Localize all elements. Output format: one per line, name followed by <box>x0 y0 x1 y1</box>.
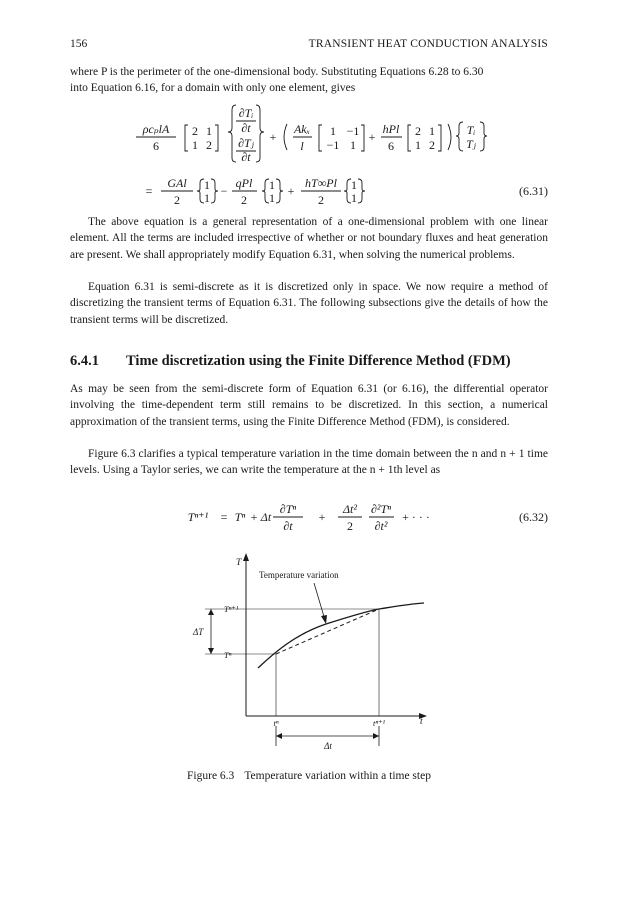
stiff-matrix-21: −1 <box>326 138 340 152</box>
equation-number-6-31: (6.31) <box>519 184 548 198</box>
figure-caption <box>70 770 548 782</box>
gen-one-1: 1 <box>204 178 210 192</box>
figure-caption-text: Temperature variation within a time step <box>244 770 431 782</box>
annotation-pointer <box>314 583 325 620</box>
eq631-plus-3: + <box>287 184 295 198</box>
eq632-plus-2: + <box>318 510 326 524</box>
stiff-coef-num: Akₓ <box>293 122 311 136</box>
flux-den: 2 <box>241 193 247 207</box>
time-deriv-i: ∂Tᵢ <box>238 106 254 120</box>
eq632-dots: + · · · <box>402 510 430 524</box>
eq632-equals: = <box>220 510 228 524</box>
figure-6-3 <box>180 548 440 760</box>
eq632-plus-1: + <box>250 510 258 524</box>
equation-6-32-svg <box>70 498 548 538</box>
x-axis-label: t <box>420 717 423 727</box>
delta-t-label: ΔT <box>193 627 204 637</box>
eq631-lhs-coef-den: 6 <box>153 139 159 153</box>
linear-approximation-line <box>276 609 379 654</box>
intro-line-2: into Equation 6.16, for a domain with only one element, gives <box>70 82 356 95</box>
section-number: 6.4.1 <box>70 353 99 369</box>
annotation-label: Temperature variation <box>259 570 339 580</box>
stiff-coef-den: l <box>300 139 304 153</box>
eq632-c2-num: Δt² <box>343 502 357 516</box>
amb-den: 2 <box>318 193 324 207</box>
t-n-label: tⁿ <box>273 718 279 728</box>
eq631-equals: = <box>145 184 153 198</box>
delta-time-label: Δt <box>324 741 332 751</box>
eq632-d2-num: ∂²Tⁿ <box>371 502 391 516</box>
conv-matrix-12: 1 <box>429 124 435 138</box>
annotation-arrow-icon <box>321 615 327 624</box>
intro-line-1: where P is the perimeter of the one-dimensional body. Substituting Equations 6.28 to 6.30 <box>70 66 484 78</box>
amb-one-1: 1 <box>351 178 357 192</box>
paragraph-semi-discrete: Equation 6.31 is semi-discrete as it is discretized only in space. We now require a method of discretizing the transient terms of Equation 6.31. The following subsections give the details of how the transient terms will be discretized. <box>70 281 548 326</box>
paragraph-intro <box>70 64 548 97</box>
eq631-lhs-coef-num: ρcₚlA <box>142 122 170 136</box>
eq632-lhs: Tⁿ⁺¹ <box>187 510 209 524</box>
gen-one-2: 1 <box>204 191 210 205</box>
time-deriv-den-2: ∂t <box>241 150 251 164</box>
eq631-plus-2: + <box>368 130 376 144</box>
flux-one-2: 1 <box>269 191 275 205</box>
delta-t-down-arrow-icon <box>208 648 214 654</box>
temperature-curve <box>258 603 424 668</box>
paragraph-fdm-intro: As may be seen from the semi-discrete form of Equation 6.31 (or 6.16), the differential operator involving the time-dependent term still remains to be discretized. In this section, a numerical approximation of the transient terms, using the Finite Difference Method (FDM), is considered. <box>70 383 548 428</box>
conv-coef-num: hPl <box>382 122 400 136</box>
t-n1-label: tⁿ⁺¹ <box>372 718 386 728</box>
eq632-t0: Tⁿ <box>234 510 246 524</box>
delta-time-left-arrow-icon <box>276 733 282 739</box>
time-deriv-j: ∂Tⱼ <box>238 136 254 150</box>
stiff-matrix-11: 1 <box>330 124 336 138</box>
tn-label: Tⁿ <box>224 650 232 660</box>
paragraph-taylor: Figure 6.3 clarifies a typical temperature variation in the time domain between the n and n + 1 time levels. Using a Taylor series, we can write the temperature at the n + 1th level as <box>70 448 548 477</box>
mass-matrix-12: 1 <box>206 124 212 138</box>
figure-caption-label: Figure 6.3 <box>187 770 235 782</box>
equation-6-31-svg <box>70 98 548 214</box>
paragraph-general-representation: The above equation is a general representation of a one-dimensional problem with one linear element. All the terms are included irrespective of whether or not boundary fluxes and heat generation are present. We shall appropriately modify Equation 6.31, when solving the numerical problems. <box>70 216 548 261</box>
eq631-minus: − <box>220 184 228 198</box>
time-deriv-den-1: ∂t <box>241 121 251 135</box>
section-heading <box>70 353 548 370</box>
figure-6-3-svg <box>180 548 440 760</box>
mass-matrix-21: 1 <box>192 138 198 152</box>
eq632-dt: Δt <box>260 510 272 524</box>
equation-number-6-32: (6.32) <box>519 510 548 524</box>
conv-matrix-21: 1 <box>415 138 421 152</box>
mass-matrix-22: 2 <box>206 138 212 152</box>
equation-6-31 <box>70 98 548 214</box>
eq632-d1-num: ∂Tⁿ <box>279 502 297 516</box>
eq632-d2-den: ∂t² <box>374 519 388 533</box>
stiff-matrix-22: 1 <box>350 138 356 152</box>
page-number: 156 <box>70 38 88 50</box>
unknown-ti: Tᵢ <box>466 123 476 137</box>
flux-num: qPl <box>235 176 253 190</box>
conv-coef-den: 6 <box>388 139 394 153</box>
mass-matrix-11: 2 <box>192 124 198 138</box>
y-axis-label: T <box>236 558 242 568</box>
tn1-label: Tⁿ⁺¹ <box>224 604 239 614</box>
eq631-plus-1: + <box>269 130 277 144</box>
amb-num: hT∞Pl <box>305 176 337 190</box>
gen-num: GAl <box>167 176 187 190</box>
delta-time-right-arrow-icon <box>373 733 379 739</box>
running-title: TRANSIENT HEAT CONDUCTION ANALYSIS <box>308 38 548 50</box>
flux-one-1: 1 <box>269 178 275 192</box>
eq632-c2-den: 2 <box>347 519 353 533</box>
gen-den: 2 <box>174 193 180 207</box>
equation-6-32 <box>70 498 548 538</box>
stiff-matrix-12: −1 <box>346 124 360 138</box>
unknown-tj: Tⱼ <box>466 137 476 151</box>
delta-t-up-arrow-icon <box>208 609 214 615</box>
amb-one-2: 1 <box>351 191 357 205</box>
eq632-d1-den: ∂t <box>283 519 293 533</box>
conv-matrix-22: 2 <box>429 138 435 152</box>
conv-matrix-11: 2 <box>415 124 421 138</box>
y-axis-arrow-icon <box>243 553 249 561</box>
section-title-text: Time discretization using the Finite Difference Method (FDM) <box>126 353 511 369</box>
